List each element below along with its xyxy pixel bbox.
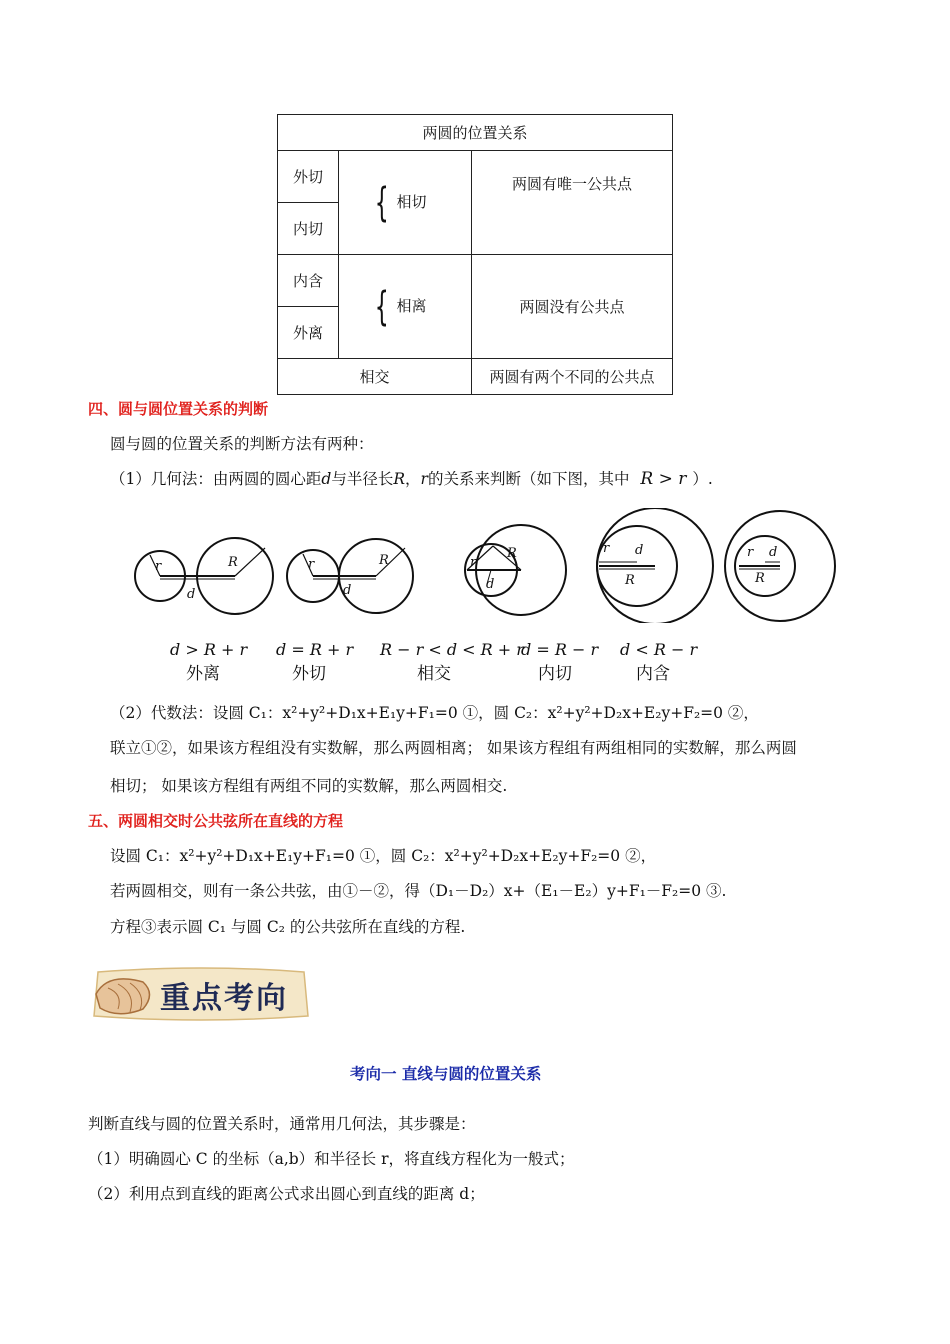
section5-line-2: 若两圆相交，则有一条公共弦，由①－②，得（D₁－D₂）x+（E₁－E₂）y+F₁－F₂=0 ③. bbox=[110, 882, 727, 900]
brace-icon: { bbox=[374, 179, 389, 226]
svg-text:d: d bbox=[343, 583, 352, 598]
cell-xiangli bbox=[339, 255, 472, 359]
direction1-intro: 判断直线与圆的位置关系时，通常用几何法，其步骤是： bbox=[88, 1115, 476, 1133]
section5-line-3: 方程③表示圆 C₁ 与圆 C₂ 的公共弦所在直线的方程. bbox=[110, 918, 466, 936]
svg-text:r: r bbox=[308, 557, 315, 572]
caption-formula-4: d = R − r bbox=[521, 640, 599, 659]
section5-line-1: 设圆 C₁：x²+y²+D₁x+E₁y+F₁=0 ①，圆 C₂：x²+y²+D₂x+E₂y+F₂=0 ②， bbox=[110, 847, 657, 865]
banner-title: 重点考向 bbox=[160, 981, 288, 1016]
section4-intro: 圆与圆的位置关系的判断方法有两种： bbox=[110, 435, 374, 453]
algebra-line-1: （2）代数法：设圆 C₁：x²+y²+D₁x+E₁y+F₁=0 ①，圆 C₂：x²+y²+D₂x+E₂y+F₂=0 ②， bbox=[110, 704, 759, 722]
svg-text:R: R bbox=[625, 573, 635, 588]
svg-text:d: d bbox=[486, 577, 495, 592]
direction1-heading: 考向一 直线与圆的位置关系 bbox=[350, 1065, 542, 1083]
xiangli-label: 相离 bbox=[396, 296, 427, 315]
direction1-step1: （1）明确圆心 C 的坐标（a,b）和半径长 r，将直线方程化为一般式； bbox=[88, 1150, 575, 1168]
section5-heading: 五、两圆相交时公共弦所在直线的方程 bbox=[88, 812, 344, 830]
svg-text:R: R bbox=[755, 571, 765, 586]
svg-text:R: R bbox=[379, 553, 389, 568]
cell-xiangqie-desc: 两圆有唯一公共点 bbox=[472, 151, 673, 255]
cell-xiangli-desc: 两圆没有公共点 bbox=[472, 255, 673, 359]
caption-name-2: 外切 bbox=[292, 664, 326, 684]
caption-formula-3: R − r < d < R + r bbox=[380, 640, 524, 659]
circle-relations-figure bbox=[125, 508, 845, 623]
caption-formula-2: d = R + r bbox=[276, 640, 354, 659]
svg-text:r: r bbox=[470, 555, 477, 570]
algebra-line-3: 相切； 如果该方程组有两组不同的实数解，那么两圆相交. bbox=[110, 777, 508, 795]
brace-icon: { bbox=[374, 283, 389, 330]
cell-waili: 外离 bbox=[278, 307, 339, 359]
table-title: 两圆的位置关系 bbox=[278, 115, 673, 151]
cell-waiqie: 外切 bbox=[278, 151, 339, 203]
caption-name-3: 相交 bbox=[417, 664, 451, 684]
label-r: r bbox=[155, 559, 162, 574]
caption-formula-5: d < R − r bbox=[620, 640, 698, 659]
svg-text:r: r bbox=[747, 545, 754, 560]
svg-text:d: d bbox=[769, 545, 778, 560]
conch-shell-icon bbox=[96, 979, 150, 1014]
cell-xiangjiao-desc: 两圆有两个不同的公共点 bbox=[472, 359, 673, 395]
caption-formula-1: d > R + r bbox=[170, 640, 248, 659]
geometry-method: （1）几何法：由两圆的圆心距d与半径长R，r的关系来判断（如下图，其中 R > r ）. bbox=[110, 469, 713, 489]
cell-neiqie: 内切 bbox=[278, 203, 339, 255]
label-R: R bbox=[228, 555, 238, 570]
caption-name-1: 外离 bbox=[186, 664, 220, 684]
label-d: d bbox=[187, 587, 196, 602]
cell-neihan: 内含 bbox=[278, 255, 339, 307]
caption-name-4: 内切 bbox=[538, 664, 572, 684]
svg-text:r: r bbox=[603, 541, 610, 556]
svg-text:d: d bbox=[635, 543, 644, 558]
cell-xiangjiao: 相交 bbox=[278, 359, 472, 395]
svg-text:R: R bbox=[507, 546, 517, 561]
section4-heading: 四、圆与圆位置关系的判断 bbox=[88, 400, 269, 418]
cell-xiangqie bbox=[339, 151, 472, 255]
algebra-line-2: 联立①②，如果该方程组没有实数解，那么两圆相离； 如果该方程组有两组相同的实数解，那么两圆 bbox=[110, 739, 797, 757]
direction1-step2: （2）利用点到直线的距离公式求出圆心到直线的距离 d； bbox=[88, 1185, 485, 1203]
caption-name-5: 内含 bbox=[636, 664, 670, 684]
position-relation-table bbox=[277, 114, 673, 395]
xiangqie-label: 相切 bbox=[396, 192, 427, 211]
